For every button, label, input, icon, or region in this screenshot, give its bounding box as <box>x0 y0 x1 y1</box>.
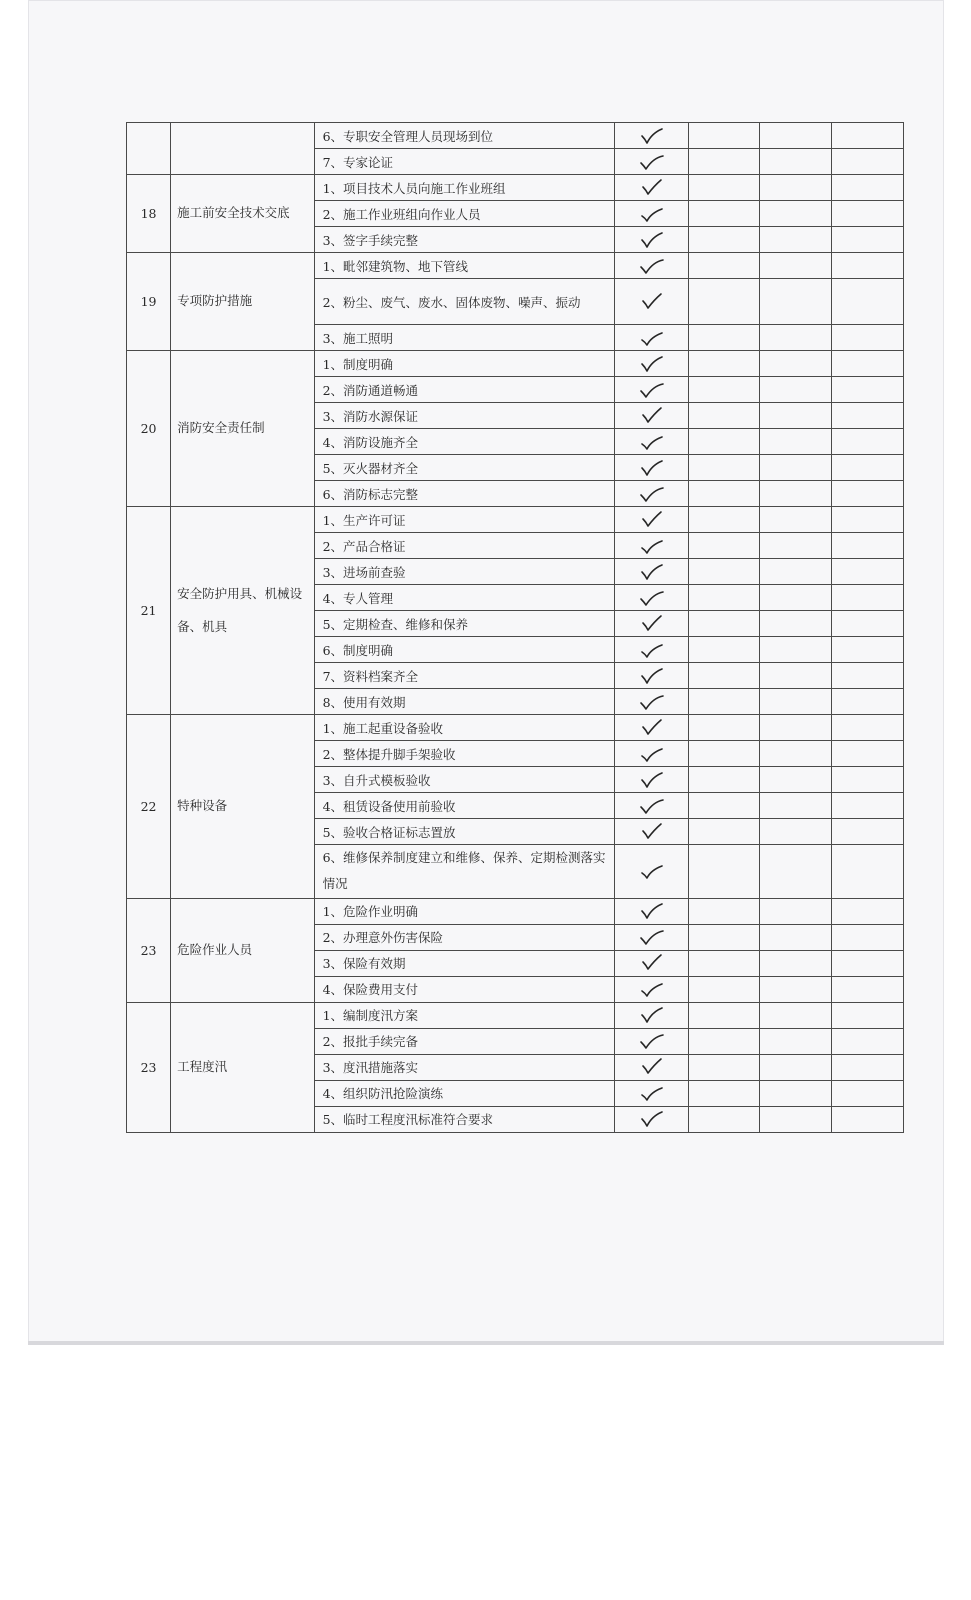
check-result-cell <box>614 481 688 507</box>
check-item: 3、度汛措施落实 <box>314 1054 614 1080</box>
empty-cell <box>688 637 760 663</box>
checklist-row <box>127 1002 904 1028</box>
empty-cell <box>832 637 904 663</box>
empty-cell <box>832 924 904 950</box>
empty-cell <box>832 377 904 403</box>
check-result-cell <box>614 351 688 377</box>
check-item: 4、组织防汛抢险演练 <box>314 1080 614 1106</box>
checkmark-icon <box>637 406 665 426</box>
empty-cell <box>832 767 904 793</box>
empty-cell <box>688 950 760 976</box>
check-item: 1、毗邻建筑物、地下管线 <box>314 253 614 279</box>
check-item: 2、粉尘、废气、废水、固体废物、噪声、振动 <box>314 279 614 325</box>
check-category: 工程度汛 <box>171 1002 315 1132</box>
check-item: 1、危险作业明确 <box>314 898 614 924</box>
empty-cell <box>832 481 904 507</box>
check-result-cell <box>614 715 688 741</box>
check-item: 5、临时工程度汛标准符合要求 <box>314 1106 614 1132</box>
empty-cell <box>832 533 904 559</box>
empty-cell <box>688 149 760 175</box>
check-result-cell <box>614 1106 688 1132</box>
check-result-cell <box>614 611 688 637</box>
check-item: 5、验收合格证标志置放 <box>314 819 614 845</box>
check-category: 特种设备 <box>171 715 315 899</box>
empty-cell <box>832 1028 904 1054</box>
empty-cell <box>688 455 760 481</box>
checkmark-icon <box>637 796 665 816</box>
empty-cell <box>760 845 832 899</box>
empty-cell <box>832 741 904 767</box>
empty-cell <box>760 793 832 819</box>
empty-cell <box>760 201 832 227</box>
checklist-row <box>127 175 904 201</box>
empty-cell <box>760 123 832 149</box>
check-result-cell <box>614 325 688 351</box>
checkmark-icon <box>637 204 665 224</box>
checkmark-icon <box>637 640 665 660</box>
check-item: 6、消防标志完整 <box>314 481 614 507</box>
empty-cell <box>832 175 904 201</box>
empty-cell <box>832 253 904 279</box>
check-result-cell <box>614 741 688 767</box>
item-number: 18 <box>127 175 171 253</box>
empty-cell <box>760 819 832 845</box>
checkmark-icon <box>637 718 665 738</box>
empty-cell <box>760 950 832 976</box>
check-item: 6、维修保养制度建立和维修、保养、定期检测落实情况 <box>314 845 614 899</box>
empty-cell <box>688 533 760 559</box>
empty-cell <box>760 1002 832 1028</box>
check-item: 1、制度明确 <box>314 351 614 377</box>
empty-cell <box>832 559 904 585</box>
check-item: 4、专人管理 <box>314 585 614 611</box>
checkmark-icon <box>637 614 665 634</box>
check-item: 1、项目技术人员向施工作业班组 <box>314 175 614 201</box>
empty-cell <box>832 585 904 611</box>
check-item: 3、消防水源保证 <box>314 403 614 429</box>
empty-cell <box>688 429 760 455</box>
empty-cell <box>760 663 832 689</box>
check-item: 2、报批手续完备 <box>314 1028 614 1054</box>
check-result-cell <box>614 1002 688 1028</box>
check-result-cell <box>614 1080 688 1106</box>
checkmark-icon <box>637 1109 665 1129</box>
check-item: 6、制度明确 <box>314 637 614 663</box>
empty-cell <box>760 1106 832 1132</box>
empty-cell <box>688 123 760 149</box>
checkmark-icon <box>637 230 665 250</box>
check-result-cell <box>614 950 688 976</box>
empty-cell <box>832 279 904 325</box>
empty-cell <box>688 507 760 533</box>
empty-cell <box>688 819 760 845</box>
item-number <box>127 123 171 175</box>
check-item: 5、定期检查、维修和保养 <box>314 611 614 637</box>
checkmark-icon <box>637 354 665 374</box>
check-item: 3、自升式模板验收 <box>314 767 614 793</box>
empty-cell <box>832 976 904 1002</box>
check-result-cell <box>614 637 688 663</box>
empty-cell <box>688 481 760 507</box>
checkmark-icon <box>637 536 665 556</box>
empty-cell <box>760 279 832 325</box>
check-result-cell <box>614 663 688 689</box>
empty-cell <box>760 377 832 403</box>
check-result-cell <box>614 819 688 845</box>
empty-cell <box>760 253 832 279</box>
empty-cell <box>688 767 760 793</box>
check-item: 7、资料档案齐全 <box>314 663 614 689</box>
empty-cell <box>760 767 832 793</box>
safety-checklist-table <box>126 122 904 1133</box>
empty-cell <box>688 351 760 377</box>
empty-cell <box>760 1054 832 1080</box>
check-result-cell <box>614 976 688 1002</box>
check-item: 2、办理意外伤害保险 <box>314 924 614 950</box>
checkmark-icon <box>637 822 665 842</box>
empty-cell <box>688 663 760 689</box>
empty-cell <box>832 611 904 637</box>
check-category: 消防安全责任制 <box>171 351 315 507</box>
checkmark-icon <box>637 152 665 172</box>
checkmark-icon <box>637 380 665 400</box>
empty-cell <box>760 976 832 1002</box>
checkmark-icon <box>637 588 665 608</box>
empty-cell <box>688 976 760 1002</box>
check-item: 3、保险有效期 <box>314 950 614 976</box>
check-result-cell <box>614 429 688 455</box>
check-result-cell <box>614 689 688 715</box>
empty-cell <box>760 351 832 377</box>
empty-cell <box>760 585 832 611</box>
check-item: 2、施工作业班组向作业人员 <box>314 201 614 227</box>
empty-cell <box>832 819 904 845</box>
check-result-cell <box>614 793 688 819</box>
checkmark-icon <box>637 510 665 530</box>
empty-cell <box>760 1028 832 1054</box>
checklist-row <box>127 715 904 741</box>
checkmark-icon <box>637 458 665 478</box>
empty-cell <box>832 1002 904 1028</box>
check-result-cell <box>614 898 688 924</box>
check-item: 4、消防设施齐全 <box>314 429 614 455</box>
check-result-cell <box>614 253 688 279</box>
check-item: 4、租赁设备使用前验收 <box>314 793 614 819</box>
checklist-row <box>127 898 904 924</box>
checkmark-icon <box>637 861 665 881</box>
empty-cell <box>832 123 904 149</box>
empty-cell <box>688 715 760 741</box>
empty-cell <box>760 898 832 924</box>
checklist-row <box>127 253 904 279</box>
checkmark-icon <box>637 979 665 999</box>
checkmark-icon <box>637 484 665 504</box>
empty-cell <box>832 845 904 899</box>
empty-cell <box>760 715 832 741</box>
empty-cell <box>688 1002 760 1028</box>
checklist-row <box>127 507 904 533</box>
empty-cell <box>688 325 760 351</box>
check-category <box>171 123 315 175</box>
check-result-cell <box>614 175 688 201</box>
checkmark-icon <box>637 666 665 686</box>
checkmark-icon <box>637 1083 665 1103</box>
checklist-row <box>127 351 904 377</box>
check-item: 8、使用有效期 <box>314 689 614 715</box>
empty-cell <box>688 1080 760 1106</box>
empty-cell <box>688 559 760 585</box>
check-result-cell <box>614 279 688 325</box>
empty-cell <box>760 924 832 950</box>
item-number: 19 <box>127 253 171 351</box>
check-result-cell <box>614 559 688 585</box>
check-result-cell <box>614 377 688 403</box>
checkmark-icon <box>637 178 665 198</box>
checkmark-icon <box>637 292 665 312</box>
empty-cell <box>760 403 832 429</box>
item-number: 21 <box>127 507 171 715</box>
check-result-cell <box>614 533 688 559</box>
empty-cell <box>760 325 832 351</box>
empty-cell <box>832 715 904 741</box>
empty-cell <box>760 481 832 507</box>
empty-cell <box>832 429 904 455</box>
checkmark-icon <box>637 1057 665 1077</box>
empty-cell <box>688 585 760 611</box>
empty-cell <box>688 253 760 279</box>
check-result-cell <box>614 1054 688 1080</box>
empty-cell <box>832 950 904 976</box>
empty-cell <box>832 455 904 481</box>
empty-cell <box>832 325 904 351</box>
empty-cell <box>832 149 904 175</box>
empty-cell <box>832 1080 904 1106</box>
check-item: 3、施工照明 <box>314 325 614 351</box>
check-result-cell <box>614 123 688 149</box>
check-result-cell <box>614 403 688 429</box>
empty-cell <box>760 175 832 201</box>
empty-cell <box>688 924 760 950</box>
empty-cell <box>832 1106 904 1132</box>
check-item: 1、生产许可证 <box>314 507 614 533</box>
empty-cell <box>688 741 760 767</box>
check-item: 3、进场前查验 <box>314 559 614 585</box>
checkmark-icon <box>637 432 665 452</box>
item-number: 23 <box>127 1002 171 1132</box>
empty-cell <box>688 377 760 403</box>
checkmark-icon <box>637 927 665 947</box>
empty-cell <box>832 793 904 819</box>
item-number: 20 <box>127 351 171 507</box>
empty-cell <box>760 1080 832 1106</box>
checkmark-icon <box>637 328 665 348</box>
check-item: 3、签字手续完整 <box>314 227 614 253</box>
check-item: 6、专职安全管理人员现场到位 <box>314 123 614 149</box>
empty-cell <box>688 845 760 899</box>
check-item: 5、灭火器材齐全 <box>314 455 614 481</box>
check-category: 专项防护措施 <box>171 253 315 351</box>
empty-cell <box>832 403 904 429</box>
check-category: 施工前安全技术交底 <box>171 175 315 253</box>
check-result-cell <box>614 201 688 227</box>
check-category: 危险作业人员 <box>171 898 315 1002</box>
empty-cell <box>688 1106 760 1132</box>
empty-cell <box>760 455 832 481</box>
checkmark-icon <box>637 256 665 276</box>
empty-cell <box>760 689 832 715</box>
checkmark-icon <box>637 1031 665 1051</box>
checklist-row <box>127 123 904 149</box>
check-result-cell <box>614 767 688 793</box>
empty-cell <box>832 898 904 924</box>
empty-cell <box>832 201 904 227</box>
empty-cell <box>688 1054 760 1080</box>
empty-cell <box>760 637 832 663</box>
checklist-body <box>127 123 904 1133</box>
empty-cell <box>832 351 904 377</box>
empty-cell <box>760 429 832 455</box>
empty-cell <box>688 403 760 429</box>
empty-cell <box>688 175 760 201</box>
empty-cell <box>832 507 904 533</box>
item-number: 22 <box>127 715 171 899</box>
checkmark-icon <box>637 770 665 790</box>
empty-cell <box>760 533 832 559</box>
empty-cell <box>688 689 760 715</box>
empty-cell <box>688 201 760 227</box>
checkmark-icon <box>637 562 665 582</box>
empty-cell <box>760 227 832 253</box>
item-number: 23 <box>127 898 171 1002</box>
empty-cell <box>688 227 760 253</box>
check-category: 安全防护用具、机械设备、机具 <box>171 507 315 715</box>
check-item: 7、专家论证 <box>314 149 614 175</box>
empty-cell <box>760 611 832 637</box>
empty-cell <box>760 559 832 585</box>
empty-cell <box>832 689 904 715</box>
check-result-cell <box>614 1028 688 1054</box>
check-item: 2、产品合格证 <box>314 533 614 559</box>
checkmark-icon <box>637 692 665 712</box>
empty-cell <box>688 1028 760 1054</box>
check-result-cell <box>614 455 688 481</box>
check-item: 2、消防通道畅通 <box>314 377 614 403</box>
checkmark-icon <box>637 744 665 764</box>
check-result-cell <box>614 585 688 611</box>
empty-cell <box>688 898 760 924</box>
check-result-cell <box>614 507 688 533</box>
check-item: 2、整体提升脚手架验收 <box>314 741 614 767</box>
empty-cell <box>688 793 760 819</box>
empty-cell <box>760 149 832 175</box>
empty-cell <box>760 507 832 533</box>
empty-cell <box>832 227 904 253</box>
check-result-cell <box>614 845 688 899</box>
empty-cell <box>832 663 904 689</box>
check-item: 1、施工起重设备验收 <box>314 715 614 741</box>
empty-cell <box>688 279 760 325</box>
empty-cell <box>760 741 832 767</box>
check-result-cell <box>614 149 688 175</box>
check-result-cell <box>614 227 688 253</box>
checkmark-icon <box>637 126 665 146</box>
empty-cell <box>688 611 760 637</box>
checkmark-icon <box>637 1005 665 1025</box>
checkmark-icon <box>637 901 665 921</box>
check-result-cell <box>614 924 688 950</box>
checkmark-icon <box>637 953 665 973</box>
empty-cell <box>832 1054 904 1080</box>
check-item: 4、保险费用支付 <box>314 976 614 1002</box>
scanned-page <box>28 0 944 1345</box>
check-item: 1、编制度汛方案 <box>314 1002 614 1028</box>
